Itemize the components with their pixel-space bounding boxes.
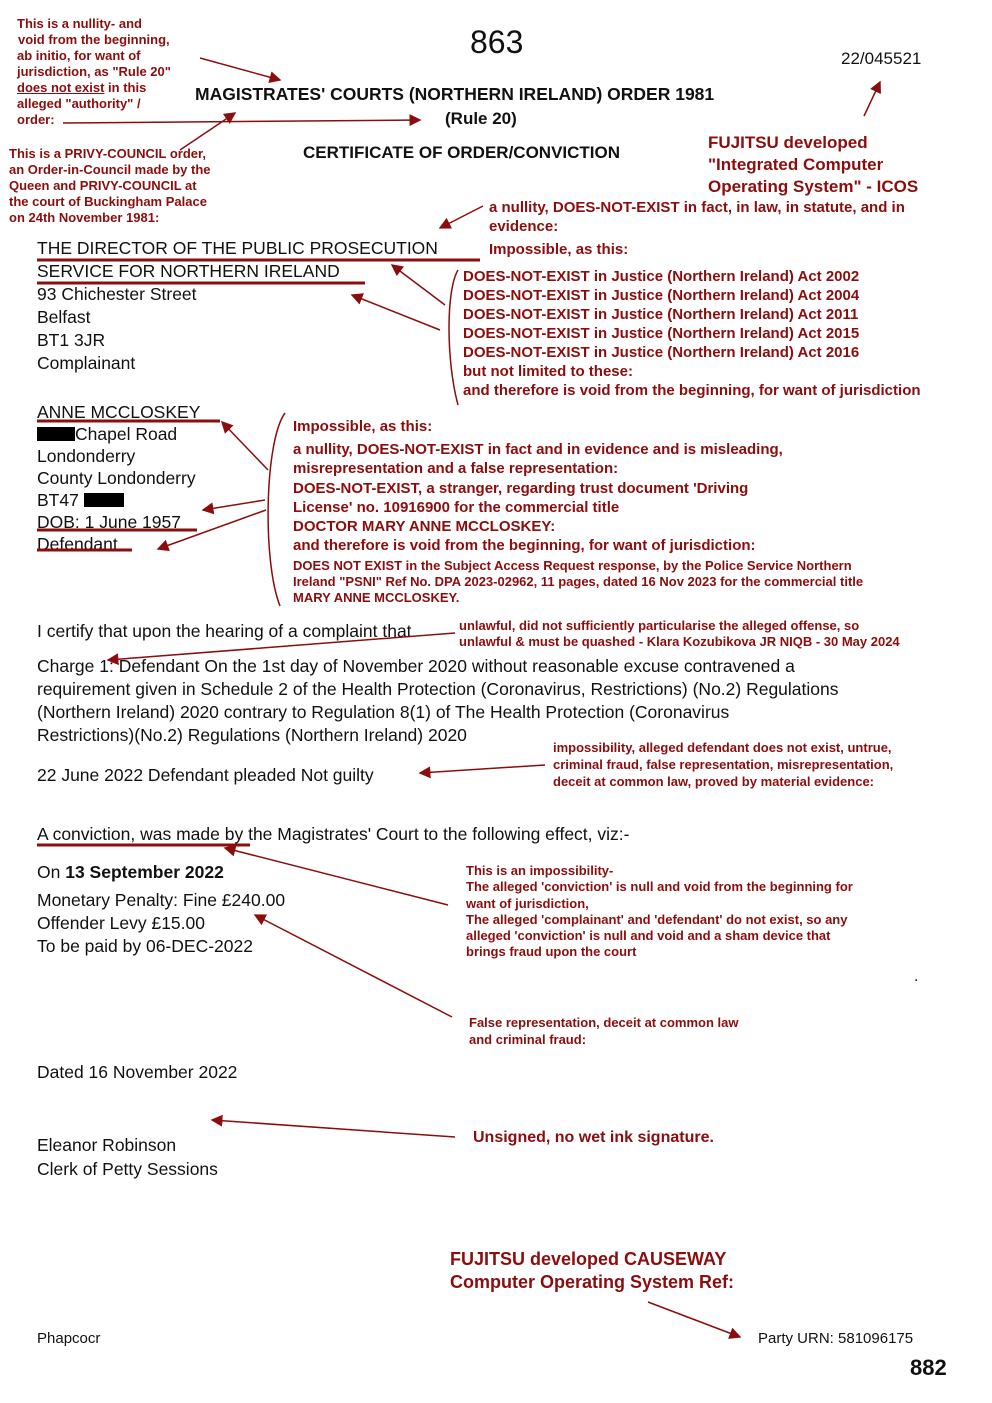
clerk-title: Clerk of Petty Sessions xyxy=(37,1159,218,1179)
brace-acts xyxy=(449,270,458,405)
certificate-title: CERTIFICATE OF ORDER/CONVICTION xyxy=(303,143,621,162)
impossible-annotation-2: Impossible, as this: xyxy=(293,418,433,435)
sar-annotation: DOES NOT EXIST in the Subject Access Request response, by the Police Service Northern Ireland "PSNI" Ref No. DPA 2023-02962, 11 pages, dated 16 Nov 2023 for the commercial title MARY ANNE MCCLOSKEY. xyxy=(293,558,864,605)
defendant-role: Defendant xyxy=(37,534,118,554)
nullity-annotation: This is a nullity- and void from the beginning, ab initio, for want of jurisdiction, as "Rule 20" does not exist in this alleged "authority" / order: xyxy=(17,16,171,127)
complainant-name-line2: SERVICE FOR NORTHERN IRELAND xyxy=(37,261,340,281)
complainant-street: 93 Chichester Street xyxy=(37,284,197,304)
dated-line: Dated 16 November 2022 xyxy=(37,1062,238,1082)
order-title: MAGISTRATES' COURTS (NORTHERN IRELAND) ORDER 1981 xyxy=(195,84,715,104)
arrow-rule20 xyxy=(200,58,280,80)
dne-nullity-annotation: a nullity, DOES-NOT-EXIST in fact, in law, in statute, and in evidence: xyxy=(489,199,905,235)
defendant-dob: DOB: 1 June 1957 xyxy=(37,512,181,532)
complainant-block xyxy=(37,237,438,375)
complainant-city: Belfast xyxy=(37,307,91,327)
false-representation-annotation: False representation, deceit at common law and criminal fraud: xyxy=(469,1015,739,1047)
complainant-role: Complainant xyxy=(37,353,136,373)
unsigned-annotation: Unsigned, no wet ink signature. xyxy=(473,1129,714,1146)
stray-dot: . xyxy=(914,968,919,985)
arrow-def-name xyxy=(222,422,268,470)
arrow-case-ref xyxy=(864,82,880,116)
redaction-bar xyxy=(84,493,124,507)
defendant-dne-annotation: a nullity, DOES-NOT-EXIST in fact and in evidence and is misleading, misrepresentation and a false representation: DOES-NOT-EXIST, a stranger, regarding trust document 'Driving License' no. 10916900 for the commercial title DOCTOR MARY ANNE MCCLOSKEY: and therefore is void from the beginning, for want of jurisdiction: xyxy=(293,441,783,555)
defendant-name: ANNE MCCLOSKEY xyxy=(37,402,201,422)
conviction-date: 13 September 2022 xyxy=(65,862,224,882)
fujitsu-causeway-annotation: FUJITSU developed CAUSEWAY Computer Operating System Ref: xyxy=(450,1249,735,1292)
arrow-unsigned xyxy=(212,1120,455,1137)
footer-left-code: Phapcocr xyxy=(37,1330,101,1347)
brace-defendant xyxy=(268,413,285,606)
certify-line: I certify that upon the hearing of a complaint that xyxy=(37,621,412,641)
arrow-plea xyxy=(420,765,545,773)
redaction-bar xyxy=(37,427,75,441)
dne-acts-annotation: DOES-NOT-EXIST in Justice (Northern Ireland) Act 2002 DOES-NOT-EXIST in Justice (Northern Ireland) Act 2004 DOES-NOT-EXIST in Justice (Northern Ireland) Act 2011 DOES-NOT-EXIST in Justice (Northern Ireland) Act 2015 DOES-NOT-EXIST in Justice (Northern Ireland) Act 2016 but not limited to these: and therefore is void from the beginning, for want of jurisdiction xyxy=(463,268,921,399)
privy-council-annotation: This is a PRIVY-COUNCIL order, an Order-in-Council made by the Queen and PRIVY-COUNCIL at the court of Buckingham Palace on 24th November 1981: xyxy=(9,146,211,225)
arrow-def-dob xyxy=(203,500,265,510)
charge-text: Charge 1: Defendant On the 1st day of November 2020 without reasonable excuse contravened a requirement given in Schedule 2 of the Health Protection (Coronavirus, Restrictions) (No.2) Regulations (Northern Ireland) 2020 contrary to Regulation 8(1) of The Health Protection (Coronavirus Restrictions)(No.2) Regulations (Northern Ireland) 2020 xyxy=(37,656,839,745)
party-urn: Party URN: 581096175 xyxy=(758,1330,914,1347)
offender-levy: Offender Levy £15.00 xyxy=(37,913,205,933)
impossible-annotation-1: Impossible, as this: xyxy=(489,241,629,258)
defendant-postcode: BT47 xyxy=(37,490,79,510)
impossibility-annotation: impossibility, alleged defendant does not exist, untrue, criminal fraud, false representation, misrepresentation, deceit at common law, proved by material evidence: xyxy=(553,740,894,789)
arrow-dne xyxy=(440,206,483,228)
clerk-name: Eleanor Robinson xyxy=(37,1135,177,1155)
defendant-county: County Londonderry xyxy=(37,468,196,488)
case-reference: 22/045521 xyxy=(841,49,922,68)
defendant-town: Londonderry xyxy=(37,446,136,466)
complainant-name-line1: THE DIRECTOR OF THE PUBLIC PROSECUTION xyxy=(37,238,438,258)
plea-line: 22 June 2022 Defendant pleaded Not guilty xyxy=(37,765,374,785)
complainant-postcode: BT1 3JR xyxy=(37,330,106,350)
penalty-block xyxy=(37,889,285,958)
on-date-line: On 13 September 2022 xyxy=(37,862,224,882)
arrow-causeway xyxy=(648,1302,740,1337)
page-number-top: 863 xyxy=(470,24,524,60)
conviction-line: A conviction, was made by the Magistrates' Court to the following effect, viz:- xyxy=(37,824,630,844)
clerk-block xyxy=(37,1133,218,1181)
arrow-privy xyxy=(180,113,235,150)
defendant-block xyxy=(37,401,200,555)
rule-label: (Rule 20) xyxy=(445,109,517,128)
page-number-bottom: 882 xyxy=(910,1355,947,1380)
defendant-street: Chapel Road xyxy=(75,424,178,444)
fujitsu-icos-annotation: FUJITSU developed "Integrated Computer Operating System" - ICOS xyxy=(708,133,919,196)
unlawful-annotation: unlawful, did not sufficiently particularise the alleged offense, so unlawful & must be quashed - Klara Kozubikova JR NIQB - 30 May 2024 xyxy=(459,618,900,649)
monetary-penalty: Monetary Penalty: Fine £240.00 xyxy=(37,890,286,910)
pay-by-date: To be paid by 06-DEC-2022 xyxy=(37,936,253,956)
conviction-annotation: This is an impossibility- The alleged 'conviction' is null and void from the beginning for want of jurisdiction, The alleged 'complainant' and 'defendant' do not exist, so any alleged 'conviction' is null and void and a sham device that brings fraud upon the court xyxy=(466,863,853,960)
